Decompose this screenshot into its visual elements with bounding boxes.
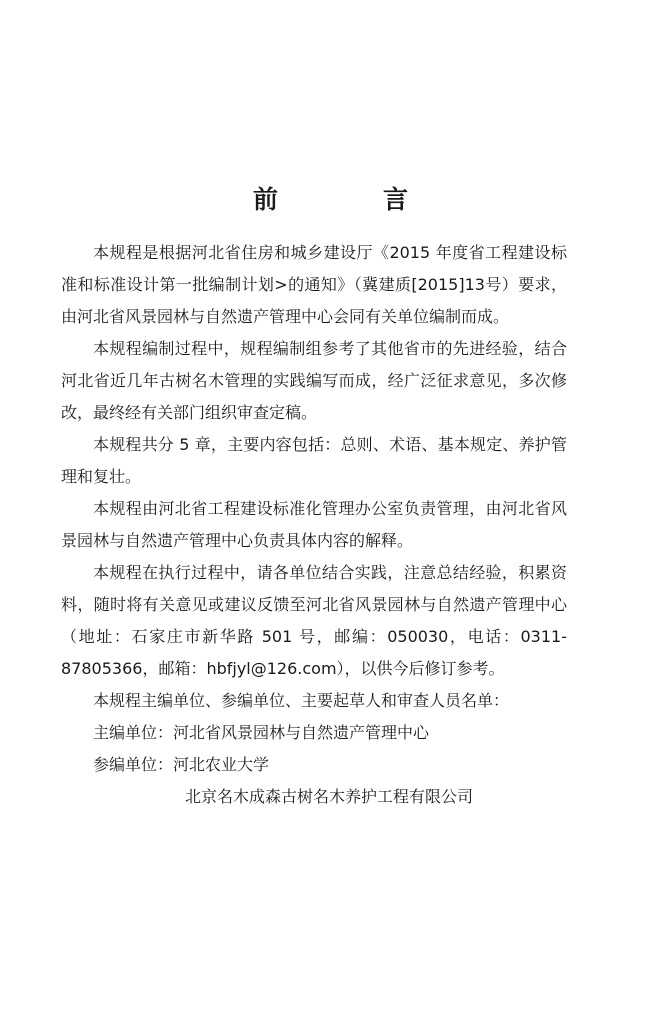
page-title: 前 言	[252, 185, 448, 214]
chief-editor-unit: 主编单位：河北省风景园林与自然遗产管理中心	[93, 723, 430, 742]
co-editor-unit: 参编单位：河北农业大学	[93, 755, 270, 774]
paragraph-compilation-process: 本规程编制过程中，规程编制组参考了其他省市的先进经验，结合河北省近几年古树名木管理的实践编写而成，经广泛征求意见，多次修改，最终经有关部门组织审查定稿。	[61, 339, 567, 422]
paragraph-units-intro: 本规程主编单位、参编单位、主要起草人和审查人员名单：	[93, 691, 510, 710]
paragraph-management: 本规程由河北省工程建设标准化管理办公室负责管理，由河北省风景园林与自然遗产管理中心负责具体内容的解释。	[61, 499, 567, 550]
co-editor-unit-2: 北京名木成森古树名木养护工程有限公司	[185, 787, 474, 806]
paragraph-chapters: 本规程共分 5 章，主要内容包括：总则、术语、基本规定、养护管理和复壮。	[61, 435, 567, 486]
paragraph-compilation-basis: 本规程是根据河北省住房和城乡建设厅《2015 年度省工程建设标准和标准设计第一批编制计划>的通知》（冀建质[2015]13号）要求，由河北省风景园林与自然遗产管理中心会同有关单位编制而成。	[61, 243, 567, 326]
preface-body	[61, 237, 567, 813]
paragraph-feedback: 本规程在执行过程中，请各单位结合实践，注意总结经验，积累资料，随时将有关意见或建议反馈至河北省风景园林与自然遗产管理中心（地址：石家庄市新华路 501 号，邮编：050030，电话：0311-87805366，邮箱：hbfjyl@126.com），以供今后修订参考。	[61, 563, 567, 678]
